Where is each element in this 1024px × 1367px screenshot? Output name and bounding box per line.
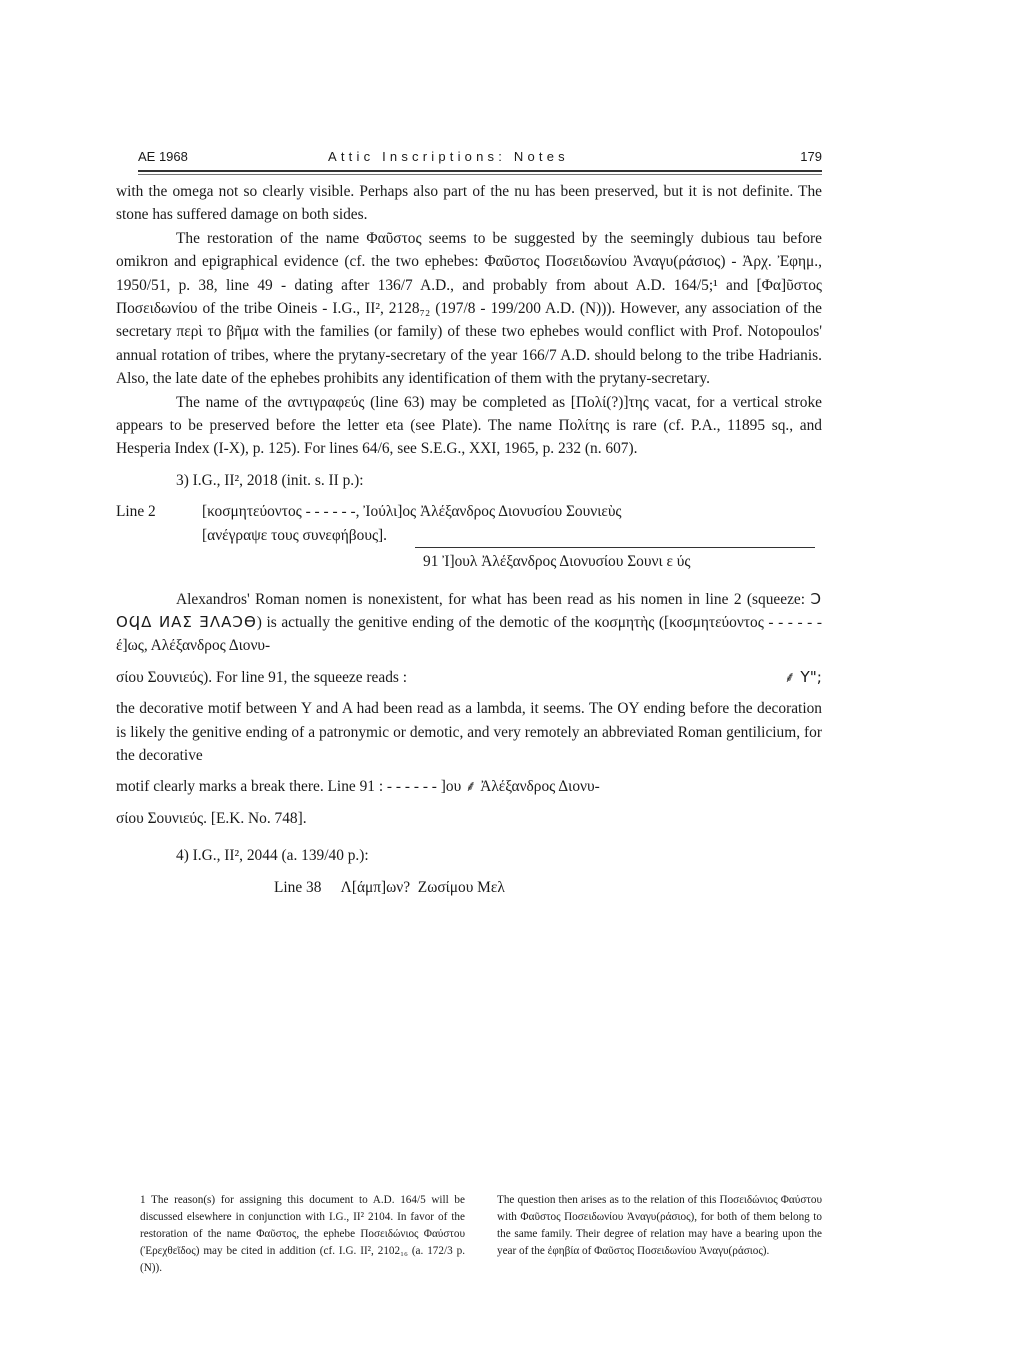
paragraph-4 [116,588,822,658]
paragraph-4-start: Alexandros' Roman nomen is nonexistent, for what has been read as his nomen in line 2 (squeeze: [176,590,806,608]
line-2-continuation: [ανέγραψε τους συνεφήβους]. [202,526,388,544]
page-number: 179 [800,149,822,164]
journal-abbrev: AE 1968 [138,149,188,164]
line-91-letter: ε [666,553,673,571]
footnote-1: 1 The reason(s) for assigning this document to A.D. 164/5 will be discussed elsewhere in conjunction with I.G., II² 2104. In favor of the restoration of the name Φαῦστος, the ephebe Ποσειδώνιος Φαύστου (Ἐρεχθεῖδος) may be cited in addition (cf. I.G. II², 2102₁₆ (a. 172/3 p. (N)). [140,1194,465,1274]
footnote-left-column [140,1192,465,1277]
line-2-label: Line 2 [116,503,156,521]
paragraph-4-end: ) is actually the genitive ending of the demotic of the κοσμητὴς ([κοσμητεύοντος - - - - - - έ]ως, Αλέξανδρος Διονυ- [116,613,823,655]
ivy-leaf-icon: ⸙ [465,777,477,796]
squeeze-glyphs: Ↄ ΟϤΔ ИΑΣ ƎΛΑↃϴ [116,589,822,631]
line-91-restoration: motif clearly marks a break there. Line 91 : - - - - - - ]ου [116,778,462,796]
squeeze-reads-text: σίου Σουνιεύς). For line 91, the squeeze reads : [116,668,408,686]
paragraph-2: The restoration of the name Φαῦστος seems to be suggested by the seemingly dubious tau before omikron and epigraphical evidence (cf. the two ephebes: Φαῦστος Ποσειδωνίου Ἀναγυ(ράσιος) - Ἀρχ. Ἐφημ., 1950/51, p. 38, line 49 - dating after 136/7 A.D., and probably from about A.D. 164/5;¹ and [Φα]ῦστος Ποσειδωνίου of the tribe Oineis - I.G., II², 2128₇₂ (197/8 - 199/200 A.D. (N))). However, any association of the secretary περὶ το βῆμα with the families (or family) of these two ephebes would conflict with Prof. Notopoulos' annual rotation of tribes, where the prytany-secretary of the year 166/7 A.D. should belong to the tribe Hadrianis. Also, the late date of the ephebes prohibits any identification of them with the prytany-secretary. [116,229,822,388]
line-38-reading: Line 38 Λ[άμπ]ων? Ζωσίμου Μελ [274,878,505,896]
section-3-heading: 3) I.G., II², 2018 (init. s. II p.): [176,471,364,489]
paragraph-5-end: σίου Σουνιεύς. [E.K. No. 748]. [116,809,307,827]
squeeze-readout [784,666,822,689]
line-91-overline [415,547,815,548]
header-rule-thin [138,174,822,175]
line-2-text: [κοσμητεύοντος - - - - - -, Ἰούλι]ος Ἀλέξανδρος Διονυσίου Σουνιεὺς [202,503,622,521]
ivy-leaf-icon: ⸙ [784,667,796,686]
paragraph-5: the decorative motif between Y and A had been read as a lambda, it seems. The OY ending before the decoration is likely the genitive ending of a patronymic or demotic, and very remotely an abbreviated Roman gentilicium, for the decorative [116,700,822,764]
running-head [116,149,822,169]
footnote-1-continued: The question then arises as to the relation of this Ποσειδώνιος Φαύστου with Φαῦστος Ποσειδωνίου Ἀναγυ(ράσιος), for both of them belong to the same family. Their degree of relation may have a bearing upon the year of the ἐφηβία of Φαῦστος Ποσειδωνίου Ἀναγυ(ράσιος). [497,1194,822,1257]
section-4-heading: 4) I.G., II², 2044 (a. 139/40 p.): [176,847,369,865]
line-91-text: Ἰ]ουλ Ἀλέξανδρος Διονυσίου Σουνι [442,553,663,571]
paragraph-4-continuation [116,666,822,689]
line-2-reading [116,500,822,523]
line-91-number: 91 [423,553,439,571]
paragraph-5-line-91 [116,775,822,798]
line-91-ending: ύς [676,553,691,571]
squeeze-letters: Υ"; [800,667,822,686]
line-91-restoration-end: Ἀλέξανδρος Διονυ- [480,778,600,796]
header-rule [138,170,822,172]
paragraph-1: with the omega not so clearly visible. Perhaps also part of the nu has been preserved, but it is not definite. The stone has suffered damage on both sides. [116,183,822,224]
main-text [116,180,822,899]
running-title: Attic Inscriptions: Notes [328,149,569,164]
footnotes [140,1192,822,1277]
footnote-right-column [497,1192,822,1277]
line-91-reading [116,550,822,573]
paragraph-3: The name of the αντιγραφεύς (line 63) may be completed as [Πολί(?)]της vacat, for a vertical stroke appears to be preserved before the letter eta (see Plate). The name Πολίτης is rare (cf. P.A., 11895 sq., and Hesperia Index (I-X), p. 125). For lines 64/6, see S.E.G., XXI, 1965, p. 232 (n. 607). [116,393,822,458]
